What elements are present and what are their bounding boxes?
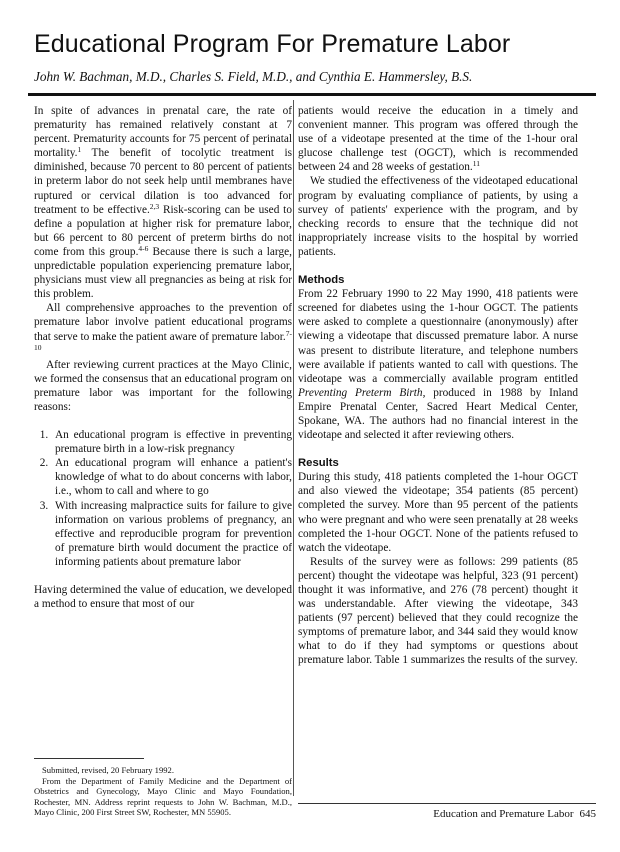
survey-paragraph: Results of the survey were as follows: 299 patients (85 percent) thought the videotape was helpful, 323 (91 percent) thought it was informative, and 276 (78 percent) thought it was understandable. After viewing the videotape, 343 patients (97 percent) believed that they could recognize the symptoms of premature labor, and 344 said they would know what to do if they had symptoms or questions about premature labor. Table 1 summarizes the results of the survey. [298,555,578,667]
footnote [34,765,292,818]
affiliation-note: From the Department of Family Medicine and the Department of Obstetrics and Gynecology, Mayo Clinic and Mayo Foundation, Rochester, MN. Address reprint requests to John W. Bachman, M.D., Mayo Clinic, 200 First Street SW, Rochester, MN 55905. [34,775,292,818]
reasons-list [34,428,292,569]
review-paragraph: After reviewing current practices at the Mayo Clinic, we formed the consensus that an educational program on premature labor was important for the following reasons: [34,358,292,413]
submitted-note: Submitted, revised, 20 February 1992. [42,765,174,775]
study-paragraph: We studied the effectiveness of the videotaped educational program by evaluating compliance of patients, by using a survey of patients' experience with the program, and by checking records to ensure that the technique did not inappropriately increase visits to the hospital by worried patients. [298,175,578,258]
results-heading: Results [298,457,339,470]
header-rule [28,93,596,96]
footer-rule [298,803,596,804]
column-separator [293,100,294,796]
footnote-rule [34,758,144,759]
right-column [298,104,578,668]
method-intro-paragraph: Having determined the value of education, we developed a method to ensure that most of our [34,584,292,611]
approaches-paragraph: All comprehensive approaches to the prevention of premature labor involve patient educational programs that serve to make the patient aware of premature labor.$^{7-10}$ [34,302,292,352]
article-title: Educational Program For Premature Labor [34,30,511,58]
running-title: Education and Premature Labor [433,808,574,820]
delivery-paragraph: patients would receive the education in a timely and convenient manner. This program was offered through the use of a videotape presented at the time of the 1-hour oral glucose challenge test (OGCT), which is recommended between 24 and 28 weeks of gestation.$^{11}$ [298,105,578,174]
intro-paragraph: In spite of advances in prenatal care, the rate of prematurity has remained relatively constant at 7 percent. Prematurity accounts for 75 percent of perinatal mortality.$^1$ The benefit of tocolytic treatment is diminished, because 70 percent to 80 percent of patients in preterm labor do not seek help until membranes have ruptured or cervical dilation is too advanced for treatment to be effective.$^{2,3}$ Risk-scoring can be used to define a population at higher risk for premature labor, but 66 percent to 80 percent of preterm births do not come from this group.$^{4-6}$ Because there is such a large, unpredictable population experiencing premature labor, physicians must view all pregnancies as being at risk for this problem. [34,105,292,301]
author-line: John W. Bachman, M.D., Charles S. Field, M.D., and Cynthia E. Hammersley, B.S. [34,69,473,84]
methods-heading: Methods [298,274,345,287]
list-item: 3. With increasing malpractice suits for failure to give information on various problems of pregnancy, an effective and reproducible program for prevention of premature birth would document the practice of informing patients about premature labor [51,499,292,569]
left-column [34,104,292,611]
list-item: 1. An educational program is effective in preventing premature birth in a low-risk pregnancy [51,428,292,456]
page-number: 645 [579,808,596,820]
running-footer [298,808,596,820]
results-paragraph: During this study, 418 patients completed the 1-hour OGCT and also viewed the videotape; 354 patients (85 percent) completed the survey. More than 95 percent of the patients who were pregnant and who were seen prenatally at 28 weeks completed the 1-hour OGCT. None of the patients refused to watch the videotape. [298,471,578,554]
methods-paragraph: From 22 February 1990 to 22 May 1990, 418 patients were screened for diabetes using the 1-hour OGCT. The patients were asked to complete a questionnaire (anonymously) after viewing a videotape that discussed premature labor. A nurse was present to distribute literature, and telephone numbers were available if patients wanted to call with questions. The videotape was a commercially available program entitled Preventing Preterm Birth, produced in 1988 by Inland Empire Prenatal Center, Sacred Heart Medical Center, Spokane, WA. The authors had no financial interest in the videotape and selected it after reviewing others. [298,288,578,442]
list-item: 2. An educational program will enhance a patient's knowledge of what to do about concerns with labor, i.e., whom to call and where to go [51,456,292,498]
